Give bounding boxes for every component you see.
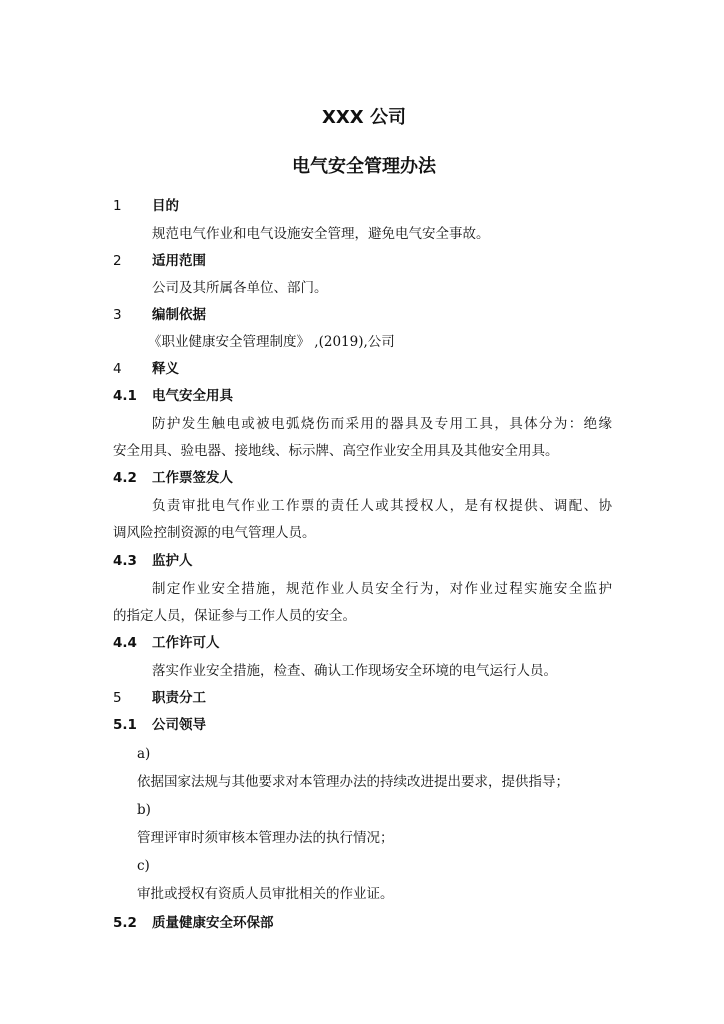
- paragraph: 《职业健康安全管理制度》 ,(2019),公司: [148, 334, 395, 350]
- section-title: 适用范围: [152, 253, 206, 269]
- list-item: 管理评审时须审核本管理办法的执行情况；: [137, 830, 394, 846]
- document-title: 电气安全管理办法: [292, 156, 436, 177]
- section-title: 目的: [152, 198, 179, 214]
- subsection-number: 5.2: [113, 915, 137, 931]
- paragraph-line: 制定作业安全措施，规范作业人员安全行为，对作业过程实施安全监护: [152, 581, 612, 597]
- subsection-title: 公司领导: [152, 717, 206, 733]
- section-number: 1: [113, 198, 122, 214]
- subsection-title: 质量健康安全环保部: [152, 915, 274, 931]
- subsection-title: 工作许可人: [152, 635, 220, 651]
- section-heading: [0, 304, 724, 326]
- paragraph-line: 负责审批电气作业工作票的责任人或其授权人，是有权提供、调配、协: [152, 498, 612, 514]
- section-heading: [0, 687, 724, 709]
- subsection-number: 4.1: [113, 388, 137, 404]
- subsection-heading: [0, 912, 724, 934]
- list-label: a): [137, 746, 151, 762]
- section-heading: [0, 250, 724, 272]
- list-item: 依据国家法规与其他要求对本管理办法的持续改进提出要求，提供指导；: [137, 774, 569, 790]
- section-title: 职责分工: [152, 690, 206, 706]
- paragraph: 落实作业安全措施，检查、确认工作现场安全环境的电气运行人员。: [152, 663, 557, 679]
- paragraph-line: 调风险控制资源的电气管理人员。: [113, 525, 316, 541]
- paragraph-line: 的指定人员，保证参与工作人员的安全。: [113, 608, 356, 624]
- company-name: XXX 公司: [322, 107, 406, 128]
- subsection-heading: [0, 714, 724, 736]
- subsection-number: 4.2: [113, 470, 137, 486]
- paragraph-line: 安全用具、验电器、接地线、标示牌、高空作业安全用具及其他安全用具。: [113, 443, 559, 459]
- subsection-title: 工作票签发人: [152, 470, 233, 486]
- section-number: 4: [113, 361, 122, 377]
- section-heading: [0, 358, 724, 380]
- subsection-heading: [0, 550, 724, 572]
- subsection-number: 4.4: [113, 635, 137, 651]
- section-number: 5: [113, 690, 122, 706]
- subsection-number: 4.3: [113, 553, 137, 569]
- list-label: c): [137, 858, 150, 874]
- section-title: 编制依据: [152, 307, 206, 323]
- paragraph-line: 防护发生触电或被电弧烧伤而采用的器具及专用工具，具体分为：绝缘: [152, 416, 612, 432]
- section-number: 2: [113, 253, 122, 269]
- paragraph: 公司及其所属各单位、部门。: [152, 280, 328, 296]
- subsection-heading: [0, 385, 724, 407]
- subsection-heading: [0, 467, 724, 489]
- subsection-title: 电气安全用具: [152, 388, 233, 404]
- section-heading: [0, 195, 724, 217]
- section-number: 3: [113, 307, 122, 323]
- subsection-number: 5.1: [113, 717, 137, 733]
- section-title: 释义: [152, 361, 179, 377]
- list-label: b): [137, 802, 151, 818]
- subsection-heading: [0, 632, 724, 654]
- paragraph: 规范电气作业和电气设施安全管理，避免电气安全事故。: [152, 226, 490, 242]
- list-item: 审批或授权有资质人员审批相关的作业证。: [137, 886, 394, 902]
- subsection-title: 监护人: [152, 553, 193, 569]
